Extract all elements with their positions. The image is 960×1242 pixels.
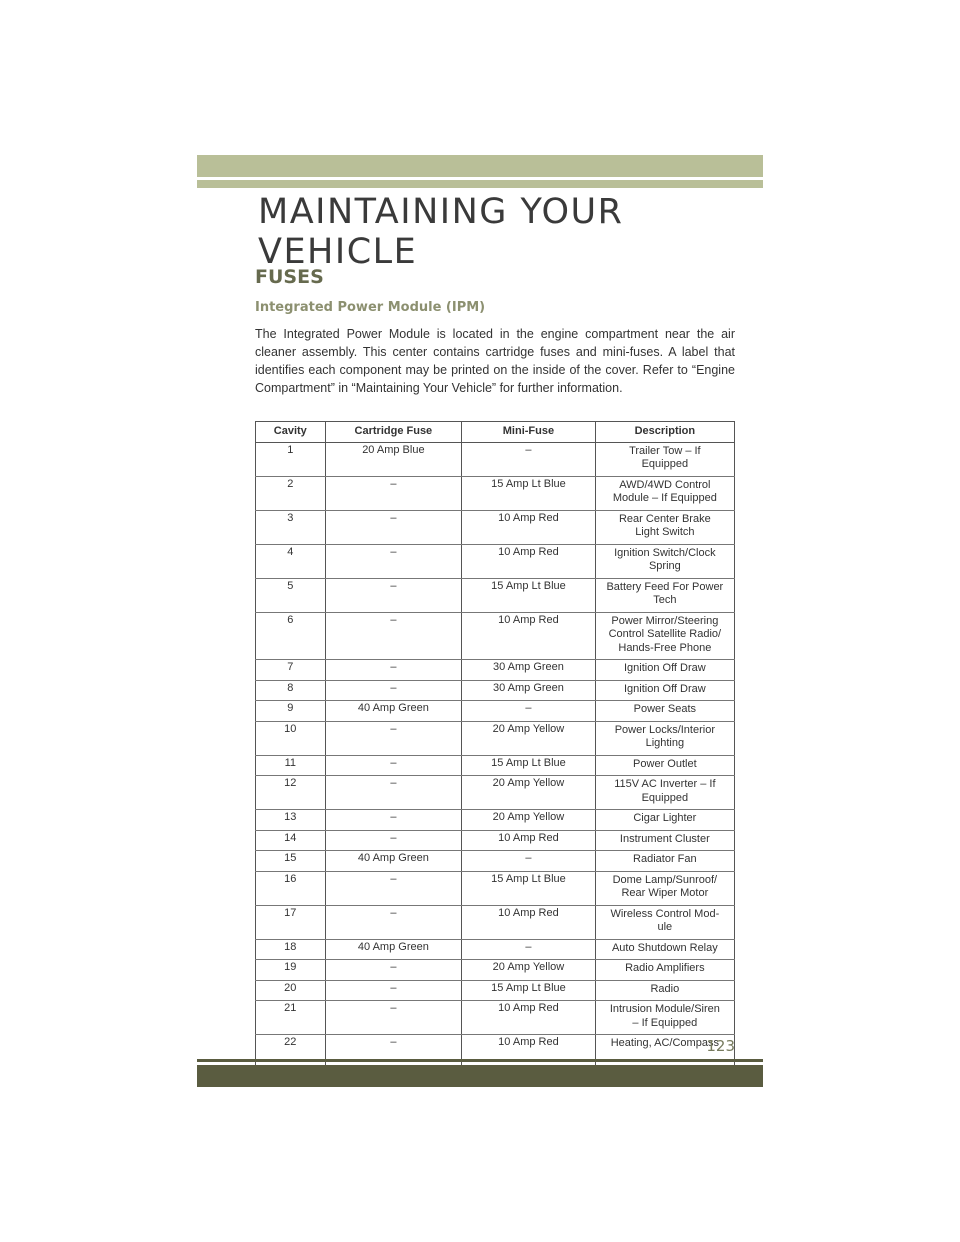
cell-mini-fuse: – [462, 939, 596, 960]
cell-mini-fuse: 10 Amp Red [462, 1035, 596, 1066]
cell-cartridge-fuse: – [325, 1001, 462, 1035]
cell-description [595, 701, 734, 722]
cell-cavity: 3 [256, 510, 326, 544]
cell-cartridge-fuse: – [325, 960, 462, 981]
cell-cartridge-fuse: – [325, 980, 462, 1001]
cell-mini-fuse: 15 Amp Lt Blue [462, 871, 596, 905]
cell-cartridge-fuse: 40 Amp Green [325, 939, 462, 960]
description-line: Trailer Tow – If [629, 444, 701, 457]
cell-mini-fuse: 20 Amp Yellow [462, 721, 596, 755]
table-row [256, 851, 735, 872]
cell-mini-fuse: 10 Amp Red [462, 544, 596, 578]
cell-description [595, 476, 734, 510]
table-row [256, 578, 735, 612]
description-line: Lighting [645, 737, 685, 749]
description-line: Rear Center Brake [618, 512, 711, 525]
header-rule [197, 180, 763, 188]
cell-cartridge-fuse: – [325, 544, 462, 578]
cell-mini-fuse: 15 Amp Lt Blue [462, 476, 596, 510]
table-row [256, 544, 735, 578]
column-header-cartridge-fuse: Cartridge Fuse [325, 422, 462, 443]
description-line: Control Satellite Radio/ [608, 628, 722, 640]
cell-mini-fuse: 20 Amp Yellow [462, 960, 596, 981]
cell-cartridge-fuse: – [325, 1035, 462, 1066]
table-row [256, 721, 735, 755]
footer-band [197, 1065, 763, 1087]
cell-description [595, 544, 734, 578]
cell-description [595, 980, 734, 1001]
description-line: – If Equipped [632, 1016, 698, 1029]
description-line: Radio [650, 982, 680, 995]
cell-cavity: 2 [256, 476, 326, 510]
cell-cartridge-fuse: – [325, 510, 462, 544]
cell-cartridge-fuse: – [325, 810, 462, 831]
intro-paragraph: The Integrated Power Module is located in the engine compartment near the air cleaner assembly. This center contains cartridge fuses and mini-fuses. A label that identifies each component may be printed on the inside of the cover. Refer to “Engine Compartment” in “Maintaining Your Vehicle” for further information. [255, 327, 735, 395]
cell-description [595, 612, 734, 660]
description-line: Equipped [641, 791, 689, 804]
description-line: Light Switch [635, 526, 695, 538]
cell-cartridge-fuse: – [325, 871, 462, 905]
subheading: Integrated Power Module (IPM) [255, 300, 486, 315]
cell-description [595, 721, 734, 755]
cell-description [595, 680, 734, 701]
cell-cavity: 13 [256, 810, 326, 831]
description-line: Hands-Free Phone [618, 641, 712, 654]
cell-cavity: 5 [256, 578, 326, 612]
cell-mini-fuse: 10 Amp Red [462, 1001, 596, 1035]
fuse-table [255, 421, 735, 1066]
cell-cartridge-fuse: – [325, 476, 462, 510]
cell-cavity: 8 [256, 680, 326, 701]
table-row [256, 939, 735, 960]
cell-mini-fuse: 15 Amp Lt Blue [462, 578, 596, 612]
table-row [256, 755, 735, 776]
cell-cavity: 11 [256, 755, 326, 776]
cell-mini-fuse: 20 Amp Yellow [462, 776, 596, 810]
cell-cavity: 10 [256, 721, 326, 755]
table-row [256, 1001, 735, 1035]
cell-description [595, 871, 734, 905]
cell-mini-fuse: – [462, 851, 596, 872]
cell-cartridge-fuse: – [325, 612, 462, 660]
description-line: Radiator Fan [633, 853, 697, 865]
table-row [256, 510, 735, 544]
cell-cavity: 16 [256, 871, 326, 905]
cell-description [595, 442, 734, 476]
description-line: Auto Shutdown Relay [611, 941, 718, 954]
footer-rule [197, 1059, 763, 1062]
table-row [256, 810, 735, 831]
cell-description [595, 905, 734, 939]
cell-mini-fuse: – [462, 442, 596, 476]
cell-cartridge-fuse: – [325, 578, 462, 612]
cell-cavity: 18 [256, 939, 326, 960]
cell-cavity: 14 [256, 830, 326, 851]
cell-cavity: 15 [256, 851, 326, 872]
cell-cavity: 6 [256, 612, 326, 660]
description-line: Wireless Control Mod- [610, 907, 720, 920]
table-row [256, 960, 735, 981]
description-line: 115V AC Inverter – If [614, 778, 716, 790]
description-line: Power Seats [633, 703, 697, 715]
description-line: Equipped [641, 458, 689, 470]
description-line: Ignition Off Draw [623, 682, 706, 695]
cell-mini-fuse: 10 Amp Red [462, 905, 596, 939]
cell-description [595, 810, 734, 831]
header-band [197, 155, 763, 177]
table-row [256, 442, 735, 476]
page-number: 123 [706, 1037, 735, 1055]
description-line: Rear Wiper Motor [621, 887, 709, 899]
description-line: Module – If Equipped [612, 492, 717, 504]
description-line: Power Mirror/Steering [611, 614, 719, 627]
description-line: Power Locks/Interior [614, 723, 715, 736]
cell-description [595, 960, 734, 981]
description-line: Radio Amplifiers [625, 962, 705, 974]
cell-cavity: 1 [256, 442, 326, 476]
cell-cavity: 19 [256, 960, 326, 981]
description-line: Power Outlet [633, 757, 697, 770]
table-body [256, 442, 735, 1065]
cell-cartridge-fuse: – [325, 721, 462, 755]
cell-description [595, 578, 734, 612]
cell-cavity: 9 [256, 701, 326, 722]
cell-cartridge-fuse: – [325, 680, 462, 701]
cell-description [595, 776, 734, 810]
cell-mini-fuse: – [462, 701, 596, 722]
cell-description [595, 939, 734, 960]
description-line: Spring [648, 560, 681, 572]
cell-cavity: 4 [256, 544, 326, 578]
description-line: ule [657, 921, 673, 933]
cell-cartridge-fuse: 20 Amp Blue [325, 442, 462, 476]
column-header-cavity: Cavity [256, 422, 326, 443]
description-line: Battery Feed For Power [606, 580, 724, 593]
cell-mini-fuse: 10 Amp Red [462, 612, 596, 660]
description-line: Intrusion Module/Siren [609, 1003, 720, 1015]
table-row [256, 830, 735, 851]
cell-cavity: 20 [256, 980, 326, 1001]
cell-cartridge-fuse: 40 Amp Green [325, 701, 462, 722]
cell-mini-fuse: 15 Amp Lt Blue [462, 980, 596, 1001]
table-row [256, 701, 735, 722]
cell-mini-fuse: 15 Amp Lt Blue [462, 755, 596, 776]
table-row [256, 476, 735, 510]
description-line: Tech [653, 594, 677, 606]
cell-mini-fuse: 10 Amp Red [462, 510, 596, 544]
description-line: Heating, AC/Compass [610, 1037, 719, 1049]
column-header-description: Description [595, 422, 734, 443]
cell-cavity: 12 [256, 776, 326, 810]
cell-description [595, 830, 734, 851]
description-line: Instrument Cluster [619, 832, 710, 845]
cell-cartridge-fuse: – [325, 830, 462, 851]
table-row [256, 660, 735, 681]
table-row [256, 680, 735, 701]
page-heading: FUSES [255, 266, 324, 288]
cell-cartridge-fuse: – [325, 755, 462, 776]
column-header-mini-fuse: Mini-Fuse [462, 422, 596, 443]
cell-cartridge-fuse: 40 Amp Green [325, 851, 462, 872]
cell-description [595, 660, 734, 681]
cell-cavity: 17 [256, 905, 326, 939]
section-title: MAINTAINING YOUR VEHICLE [258, 192, 624, 272]
cell-description [595, 510, 734, 544]
cell-cartridge-fuse: – [325, 660, 462, 681]
cell-mini-fuse: 30 Amp Green [462, 660, 596, 681]
cell-cartridge-fuse: – [325, 905, 462, 939]
table-row [256, 612, 735, 660]
table-header-row [256, 422, 735, 443]
cell-mini-fuse: 30 Amp Green [462, 680, 596, 701]
cell-description [595, 755, 734, 776]
table-row [256, 980, 735, 1001]
cell-cavity: 21 [256, 1001, 326, 1035]
description-line: Ignition Off Draw [623, 662, 706, 674]
description-line: Cigar Lighter [633, 812, 697, 824]
cell-mini-fuse: 10 Amp Red [462, 830, 596, 851]
cell-description [595, 851, 734, 872]
table-row [256, 871, 735, 905]
description-line: Ignition Switch/Clock [614, 546, 716, 559]
cell-description [595, 1001, 734, 1035]
cell-cavity: 22 [256, 1035, 326, 1066]
cell-mini-fuse: 20 Amp Yellow [462, 810, 596, 831]
table-row [256, 776, 735, 810]
cell-cavity: 7 [256, 660, 326, 681]
table-row [256, 905, 735, 939]
description-line: AWD/4WD Control [619, 478, 711, 491]
description-line: Dome Lamp/Sunroof/ [612, 873, 718, 886]
cell-cartridge-fuse: – [325, 776, 462, 810]
